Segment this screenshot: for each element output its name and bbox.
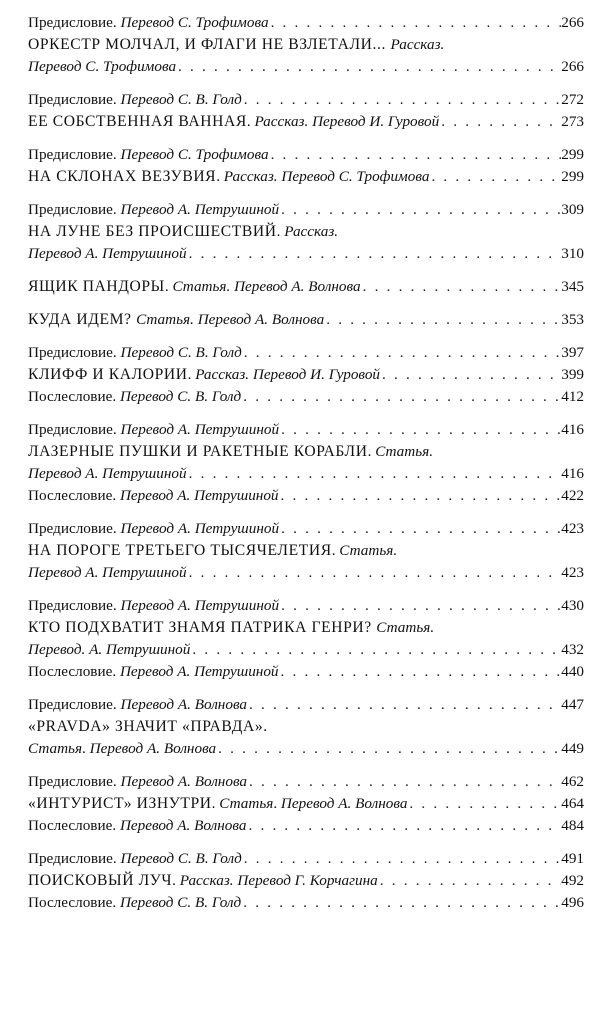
toc-entry <box>28 342 584 364</box>
toc-group <box>28 848 584 914</box>
toc-entry <box>28 364 584 386</box>
toc-line-text <box>28 221 338 243</box>
leader-dots <box>279 485 562 507</box>
italic-text: Перевод А. Петрушиной <box>28 564 187 581</box>
leader-dots <box>187 243 562 265</box>
leader-dots <box>187 463 562 485</box>
toc-line <box>28 309 584 331</box>
italic-text: Статья <box>28 740 83 757</box>
page-number: 266 <box>561 14 584 31</box>
toc-line-text <box>28 463 187 485</box>
page-number: 412 <box>561 388 584 405</box>
toc-line <box>28 419 584 441</box>
page-number: 397 <box>561 344 584 361</box>
page-number: 430 <box>561 597 584 614</box>
toc-entry <box>28 771 584 793</box>
italic-text: Перевод С. В. Голд <box>120 850 242 867</box>
toc-line <box>28 364 584 386</box>
toc-entry <box>28 144 584 166</box>
italic-text: Рассказ. Перевод Г. Корчагина <box>179 872 378 889</box>
leader-dots <box>241 386 561 408</box>
italic-text: Перевод А. Петрушиной <box>119 663 279 680</box>
toc-group <box>28 144 584 188</box>
toc-line-text <box>28 34 444 56</box>
toc-group <box>28 12 584 78</box>
toc-line-text <box>28 617 434 639</box>
italic-text: Перевод С. В. Голд <box>120 91 242 108</box>
toc-entry <box>28 518 584 540</box>
leader-dots <box>216 738 561 760</box>
toc-entry <box>28 166 584 188</box>
toc-line <box>28 199 584 221</box>
toc-entry <box>28 716 584 760</box>
toc-line-text <box>28 518 279 540</box>
toc-line-text <box>28 694 247 716</box>
leader-dots <box>241 892 561 914</box>
italic-text: Перевод А. Петрушиной <box>120 597 280 614</box>
toc-group <box>28 595 584 683</box>
toc-line-text <box>28 276 361 298</box>
toc-line-text <box>28 419 279 441</box>
leader-dots <box>361 276 562 298</box>
page-number: 416 <box>561 421 584 438</box>
italic-text: Рассказ. <box>284 223 339 240</box>
toc-line <box>28 793 584 815</box>
toc-line <box>28 562 584 584</box>
toc-line <box>28 111 584 133</box>
plain-text: Предисловие. <box>28 201 121 218</box>
leader-dots <box>187 562 562 584</box>
toc-line-text <box>28 342 242 364</box>
toc-line-text <box>28 540 397 562</box>
toc-group <box>28 276 584 298</box>
toc-line <box>28 89 584 111</box>
work-title: ЕЕ СОБСТВЕННАЯ ВАННАЯ <box>28 113 247 130</box>
toc-line-text <box>28 56 176 78</box>
leader-dots <box>380 364 561 386</box>
toc-line <box>28 518 584 540</box>
toc-line-text <box>28 166 429 188</box>
leader-dots <box>279 199 561 221</box>
toc-line <box>28 12 584 34</box>
italic-text: Рассказ. Перевод И. Гуровой <box>254 113 440 130</box>
italic-text: Перевод С. В. Голд <box>120 344 242 361</box>
leader-dots <box>269 12 562 34</box>
italic-text: Перевод А. Петрушиной <box>120 201 280 218</box>
italic-text: Перевод А. Петрушиной <box>119 487 279 504</box>
toc-line <box>28 617 584 639</box>
page-number: 484 <box>561 817 584 834</box>
toc-line <box>28 34 584 56</box>
toc-line-text <box>28 485 279 507</box>
leader-dots <box>407 793 561 815</box>
leader-dots <box>378 870 561 892</box>
toc-line-text <box>28 793 407 815</box>
toc-line <box>28 166 584 188</box>
toc-line <box>28 342 584 364</box>
leader-dots <box>242 342 561 364</box>
leader-dots <box>324 309 561 331</box>
italic-text: Статья <box>219 795 274 812</box>
toc-line <box>28 386 584 408</box>
page-number: 432 <box>561 641 584 658</box>
toc-group <box>28 694 584 760</box>
page-number: 423 <box>561 564 584 581</box>
toc-entry <box>28 793 584 815</box>
plain-text: Предисловие. <box>28 696 121 713</box>
work-title: ПОИСКОВЫЙ ЛУЧ <box>28 872 173 889</box>
leader-dots <box>279 595 561 617</box>
toc-line <box>28 738 584 760</box>
toc-line <box>28 540 584 562</box>
toc-entry <box>28 870 584 892</box>
plain-text: Послесловие. <box>28 894 120 911</box>
toc-line <box>28 243 584 265</box>
plain-text: Послесловие. <box>28 663 120 680</box>
toc-entry <box>28 848 584 870</box>
toc-line <box>28 485 584 507</box>
italic-text: Перевод А. Петрушиной <box>28 465 187 482</box>
page-number: 399 <box>561 366 584 383</box>
italic-text: Перевод С. Трофимова <box>28 58 177 75</box>
page-number: 273 <box>561 113 584 130</box>
plain-text: Послесловие. <box>28 388 120 405</box>
toc-entry <box>28 276 584 298</box>
plain-text: Предисловие. <box>28 146 121 163</box>
plain-text: . <box>331 542 340 559</box>
italic-text: Перевод С. Трофимова <box>120 146 269 163</box>
plain-text: . <box>211 795 220 812</box>
toc-line <box>28 639 584 661</box>
italic-text: Перевод А. Волнова <box>89 740 217 757</box>
page-number: 299 <box>561 168 584 185</box>
italic-text: Перевод А. Волнова <box>120 696 248 713</box>
toc-line-text <box>28 111 439 133</box>
leader-dots <box>439 111 561 133</box>
page-number: 449 <box>561 740 584 757</box>
toc-line-text <box>28 716 268 738</box>
toc-line-text <box>28 815 246 837</box>
page-number: 299 <box>561 146 584 163</box>
toc-line-text <box>28 848 242 870</box>
plain-text: Предисловие. <box>28 850 121 867</box>
toc-entry <box>28 617 584 661</box>
toc-group <box>28 771 584 837</box>
table-of-contents <box>28 12 584 925</box>
plain-text: Предисловие. <box>28 597 121 614</box>
work-title: «PRAVDA» ЗНАЧИТ «ПРАВДА». <box>28 718 268 735</box>
work-title: ОРКЕСТР МОЛЧАЛ, И ФЛАГИ НЕ ВЗЛЕТАЛИ... <box>28 36 391 53</box>
plain-text: Предисловие. <box>28 421 121 438</box>
italic-text: Перевод А. Волнова <box>280 795 408 812</box>
italic-text: Перевод А. Петрушиной <box>120 421 280 438</box>
toc-entry <box>28 221 584 265</box>
leader-dots <box>279 419 561 441</box>
work-title: НА ПОРОГЕ ТРЕТЬЕГО ТЫСЯЧЕЛЕТИЯ <box>28 542 332 559</box>
toc-entry <box>28 892 584 914</box>
italic-text: Статья. Перевод А. Волнова <box>136 311 325 328</box>
toc-line <box>28 595 584 617</box>
italic-text: Перевод С. В. Голд <box>119 388 242 405</box>
toc-line <box>28 716 584 738</box>
page-number: 309 <box>561 201 584 218</box>
page-number: 462 <box>561 773 584 790</box>
italic-text: Перевод А. Волнова <box>119 817 247 834</box>
toc-line-text <box>28 771 247 793</box>
italic-text: Статья. Перевод А. Волнова <box>172 278 361 295</box>
toc-line-text <box>28 199 279 221</box>
toc-line-text <box>28 386 241 408</box>
italic-text: Статья. <box>339 542 398 559</box>
italic-text: Рассказ. <box>390 36 445 53</box>
toc-line <box>28 276 584 298</box>
page-number: 440 <box>561 663 584 680</box>
page-number: 447 <box>561 696 584 713</box>
leader-dots <box>247 771 561 793</box>
plain-text: Предисловие. <box>28 344 121 361</box>
leader-dots <box>176 56 561 78</box>
italic-text: Рассказ. Перевод И. Гуровой <box>195 366 381 383</box>
work-title: КУДА ИДЕМ? <box>28 311 137 328</box>
leader-dots <box>242 848 561 870</box>
leader-dots <box>247 694 561 716</box>
work-title: НА СКЛОНАХ ВЕЗУВИЯ <box>28 168 217 185</box>
leader-dots <box>190 639 561 661</box>
leader-dots <box>269 144 562 166</box>
work-title: КЛИФФ И КАЛОРИИ <box>28 366 188 383</box>
toc-line-text <box>28 243 187 265</box>
toc-entry <box>28 386 584 408</box>
plain-text: Предисловие. <box>28 773 121 790</box>
plain-text: Предисловие. <box>28 520 121 537</box>
plain-text: . <box>276 223 285 240</box>
page-number: 310 <box>561 245 584 262</box>
italic-text: Статья. <box>375 443 434 460</box>
italic-text: Перевод А. Петрушиной <box>120 520 280 537</box>
toc-line-text <box>28 661 279 683</box>
toc-line-text <box>28 738 216 760</box>
toc-entry <box>28 485 584 507</box>
work-title: НА ЛУНЕ БЕЗ ПРОИСШЕСТВИЙ <box>28 223 277 240</box>
plain-text: Предисловие. <box>28 91 121 108</box>
toc-group <box>28 419 584 507</box>
page-number: 416 <box>561 465 584 482</box>
italic-text: Рассказ. Перевод С. Трофимова <box>223 168 430 185</box>
toc-group <box>28 342 584 408</box>
italic-text: Перевод С. В. Голд <box>119 894 242 911</box>
toc-line-text <box>28 441 433 463</box>
page-number: 423 <box>561 520 584 537</box>
page-number: 492 <box>561 872 584 889</box>
toc-entry <box>28 419 584 441</box>
work-title: ЯЩИК ПАНДОРЫ <box>28 278 165 295</box>
toc-line <box>28 56 584 78</box>
toc-line <box>28 870 584 892</box>
toc-line <box>28 463 584 485</box>
toc-line <box>28 144 584 166</box>
toc-group <box>28 309 584 331</box>
toc-entry <box>28 815 584 837</box>
toc-line <box>28 771 584 793</box>
italic-text: Перевод А. Волнова <box>120 773 248 790</box>
leader-dots <box>246 815 561 837</box>
leader-dots <box>429 166 561 188</box>
toc-entry <box>28 540 584 584</box>
leader-dots <box>279 661 562 683</box>
leader-dots <box>279 518 561 540</box>
plain-text: . <box>367 443 376 460</box>
toc-line <box>28 815 584 837</box>
italic-text: Перевод. А. Петрушиной <box>28 641 191 658</box>
page-number: 353 <box>561 311 584 328</box>
toc-entry <box>28 694 584 716</box>
toc-line-text <box>28 892 241 914</box>
plain-text: . <box>187 366 196 383</box>
toc-line <box>28 441 584 463</box>
page-number: 345 <box>561 278 584 295</box>
page-number: 496 <box>561 894 584 911</box>
plain-text: . <box>82 740 90 757</box>
italic-text: Перевод С. Трофимова <box>120 14 269 31</box>
toc-line-text <box>28 89 242 111</box>
page-number: 272 <box>561 91 584 108</box>
toc-entry <box>28 34 584 78</box>
toc-line <box>28 221 584 243</box>
plain-text: . <box>172 872 180 889</box>
toc-group <box>28 199 584 265</box>
plain-text: . <box>164 278 173 295</box>
plain-text: . <box>246 113 255 130</box>
toc-line-text <box>28 562 187 584</box>
plain-text: Послесловие. <box>28 817 120 834</box>
toc-line <box>28 694 584 716</box>
toc-line <box>28 848 584 870</box>
toc-line-text <box>28 639 190 661</box>
toc-line <box>28 661 584 683</box>
toc-entry <box>28 89 584 111</box>
toc-group <box>28 518 584 584</box>
toc-line-text <box>28 364 380 386</box>
toc-entry <box>28 595 584 617</box>
toc-line-text <box>28 12 269 34</box>
plain-text: . <box>273 795 281 812</box>
plain-text: Предисловие. <box>28 14 121 31</box>
leader-dots <box>242 89 561 111</box>
toc-entry <box>28 661 584 683</box>
toc-entry <box>28 309 584 331</box>
toc-line-text <box>28 595 279 617</box>
page-number: 491 <box>561 850 584 867</box>
toc-entry <box>28 12 584 34</box>
work-title: «ИНТУРИСТ» ИЗНУТРИ <box>28 795 212 812</box>
page-number: 266 <box>561 58 584 75</box>
work-title: ЛАЗЕРНЫЕ ПУШКИ И РАКЕТНЫЕ КОРАБЛИ <box>28 443 368 460</box>
toc-line-text <box>28 144 269 166</box>
toc-group <box>28 89 584 133</box>
plain-text: Послесловие. <box>28 487 120 504</box>
italic-text: Перевод А. Петрушиной <box>28 245 187 262</box>
toc-entry <box>28 111 584 133</box>
italic-text: Статья. <box>376 619 435 636</box>
toc-entry <box>28 441 584 485</box>
toc-line-text <box>28 870 378 892</box>
toc-line <box>28 892 584 914</box>
page-number: 422 <box>561 487 584 504</box>
toc-line-text <box>28 309 324 331</box>
page-number: 464 <box>561 795 584 812</box>
work-title: КТО ПОДХВАТИТ ЗНАМЯ ПАТРИКА ГЕНРИ? <box>28 619 377 636</box>
plain-text: . <box>216 168 224 185</box>
toc-entry <box>28 199 584 221</box>
